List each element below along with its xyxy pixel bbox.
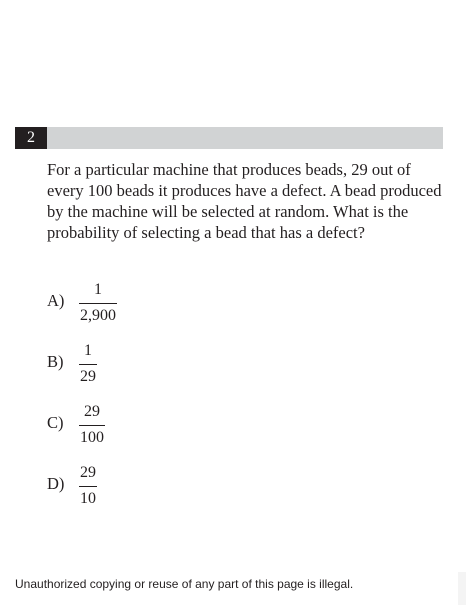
answer-choice-d[interactable] [47, 463, 247, 515]
question-number: 2 [15, 127, 47, 149]
answer-choice-b[interactable] [47, 341, 247, 393]
fraction-denominator: 10 [80, 490, 96, 507]
copyright-footer: Unauthorized copying or reuse of any part of this page is illegal. [15, 577, 354, 591]
fraction-numerator: 1 [94, 281, 102, 298]
fraction-denominator: 100 [80, 429, 104, 446]
fraction-numerator: 29 [80, 464, 96, 481]
answer-choice-a[interactable] [47, 280, 247, 332]
fraction-denominator: 29 [80, 368, 96, 385]
fraction-denominator: 2,900 [80, 307, 116, 324]
choice-fraction [79, 402, 105, 448]
fraction-numerator: 29 [84, 403, 100, 420]
question-stem: For a particular machine that produces beads, 29 out of every 100 beads it produces have a defect. A bead produced by the machine will be selected at random. What is the probability of selecting a bead that has a defect? [47, 160, 442, 242]
page-edge [458, 572, 466, 605]
choice-letter: D) [47, 474, 65, 493]
choice-letter: C) [47, 413, 64, 432]
fraction-numerator: 1 [84, 342, 92, 359]
choice-letter: A) [47, 291, 65, 310]
choice-letter: B) [47, 352, 64, 371]
answer-choice-c[interactable] [47, 402, 247, 454]
choice-fraction [79, 341, 97, 387]
choice-fraction [79, 463, 97, 509]
question-header-bar [15, 127, 443, 149]
choice-fraction [79, 280, 117, 326]
